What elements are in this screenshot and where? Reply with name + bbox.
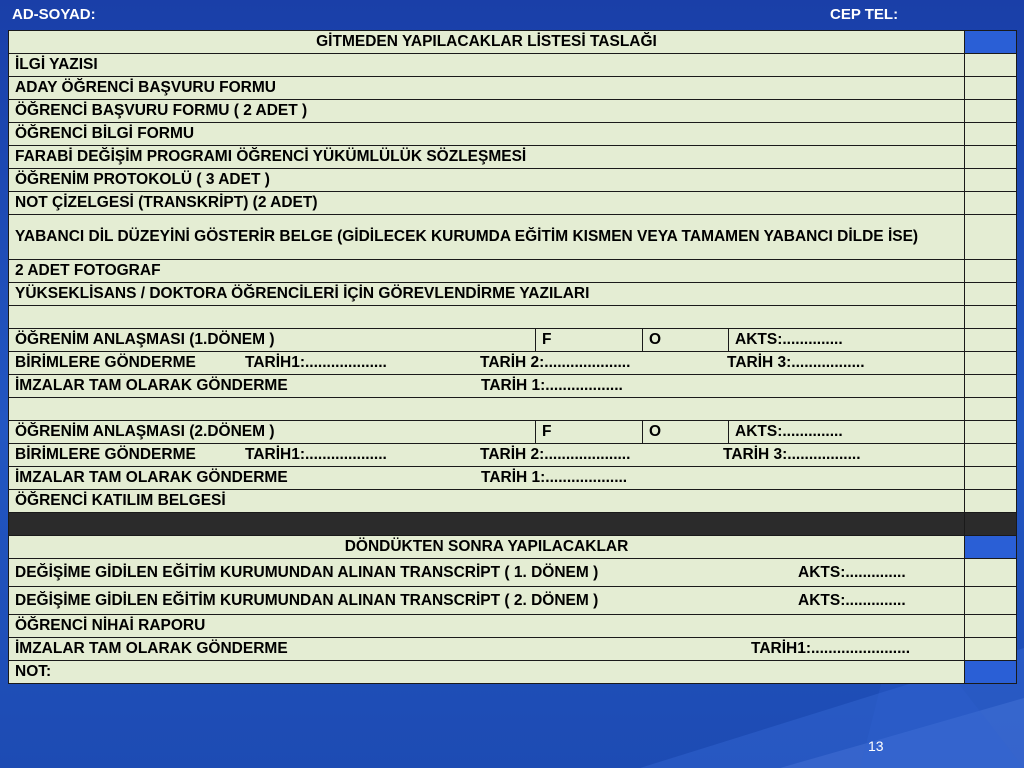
term1-akts: AKTS:.............. <box>729 329 965 352</box>
separator-cell <box>9 513 965 536</box>
term2-akts: AKTS:.............. <box>729 421 965 444</box>
table-row <box>9 559 1017 587</box>
separator-cell <box>965 513 1017 536</box>
sign-label: İMZALAR TAM OLARAK GÖNDERME <box>15 377 288 394</box>
transcript2-label: DEĞİŞİME GİDİLEN EĞİTİM KURUMUNDAN ALINAN TRANSCRİPT ( 2. DÖNEM ) <box>15 591 599 609</box>
check-cell[interactable] <box>965 283 1017 306</box>
transcript1-label: DEĞİŞİME GİDİLEN EĞİTİM KURUMUNDAN ALINAN TRANSCRİPT ( 1. DÖNEM ) <box>15 563 599 581</box>
table-row <box>9 169 1017 192</box>
term1-sign-row <box>9 375 965 398</box>
check-cell[interactable] <box>965 615 1017 638</box>
sign-label: İMZALAR TAM OLARAK GÖNDERME <box>15 469 288 486</box>
check-cell[interactable] <box>965 375 1017 398</box>
separator-row <box>9 513 1017 536</box>
send-label: BİRİMLERE GÖNDERME <box>15 354 196 371</box>
check-cell[interactable] <box>965 192 1017 215</box>
before-title: GİTMEDEN YAPILACAKLAR LİSTESİ TASLAĞI <box>9 31 965 54</box>
term1-send-row <box>9 352 965 375</box>
list-item: 2 ADET FOTOGRAF <box>9 260 965 283</box>
check-cell[interactable] <box>965 306 1017 329</box>
after-title: DÖNDÜKTEN SONRA YAPILACAKLAR <box>9 536 965 559</box>
check-cell[interactable] <box>965 169 1017 192</box>
table-row <box>9 192 1017 215</box>
check-cell[interactable] <box>965 638 1017 661</box>
list-item: İLGİ YAZISI <box>9 54 965 77</box>
check-cell[interactable] <box>965 123 1017 146</box>
table-row <box>9 123 1017 146</box>
list-item: ÖĞRENCİ BAŞVURU FORMU ( 2 ADET ) <box>9 100 965 123</box>
check-cell[interactable] <box>965 559 1017 587</box>
check-cell[interactable] <box>965 77 1017 100</box>
table-row <box>9 536 1017 559</box>
list-item: ADAY ÖĞRENCİ BAŞVURU FORMU <box>9 77 965 100</box>
list-item: ÖĞRENCİ NİHAİ RAPORU <box>9 615 965 638</box>
table-row <box>9 146 1017 169</box>
table-row <box>9 31 1017 54</box>
table-row <box>9 260 1017 283</box>
list-item: ÖĞRENCİ KATILIM BELGESİ <box>9 490 965 513</box>
after-sign-row <box>9 638 965 661</box>
term1-f: F <box>536 329 643 352</box>
check-cell[interactable] <box>965 661 1017 684</box>
page-number: 13 <box>868 738 884 754</box>
table-row <box>9 375 1017 398</box>
empty-cell <box>9 306 965 329</box>
table-row <box>9 100 1017 123</box>
send-date-3: TARİH 3:................. <box>727 354 865 371</box>
send-date-3: TARİH 3:................. <box>723 446 861 463</box>
sign-date-1: TARİH 1:.................. <box>481 377 623 394</box>
check-cell[interactable] <box>965 467 1017 490</box>
check-cell[interactable] <box>965 100 1017 123</box>
check-cell[interactable] <box>965 398 1017 421</box>
phone-label: CEP TEL: <box>830 6 899 23</box>
check-cell[interactable] <box>965 329 1017 352</box>
list-item: YABANCI DİL DÜZEYİNİ GÖSTERİR BELGE (GİDİLECEK KURUMDA EĞİTİM KISMEN VEYA TAMAMEN YABANCI DİLDE İSE) <box>9 215 965 260</box>
table-row <box>9 587 1017 615</box>
term2-f: F <box>536 421 643 444</box>
checklist-table <box>8 30 1017 684</box>
list-item: YÜKSEKLİSANS / DOKTORA ÖĞRENCİLERİ İÇİN GÖREVLENDİRME YAZILARI <box>9 283 965 306</box>
table-row <box>9 490 1017 513</box>
table-row <box>9 77 1017 100</box>
check-cell[interactable] <box>965 490 1017 513</box>
table-row <box>9 444 1017 467</box>
table-row <box>9 421 1017 444</box>
list-item: FARABİ DEĞİŞİM PROGRAMI ÖĞRENCİ YÜKÜMLÜLÜK SÖZLEŞMESİ <box>9 146 965 169</box>
term2-label: ÖĞRENİM ANLAŞMASI (2.DÖNEM ) <box>9 421 536 444</box>
check-cell[interactable] <box>965 352 1017 375</box>
check-cell[interactable] <box>965 444 1017 467</box>
term2-send-row <box>9 444 965 467</box>
spacer-row <box>9 306 1017 329</box>
term2-sign-row <box>9 467 965 490</box>
empty-cell <box>9 398 965 421</box>
check-cell[interactable] <box>965 536 1017 559</box>
note-label: NOT: <box>9 661 965 684</box>
transcript1-akts: AKTS:.............. <box>798 563 906 581</box>
check-cell[interactable] <box>965 54 1017 77</box>
term1-o: O <box>643 329 729 352</box>
sign-label: İMZALAR TAM OLARAK GÖNDERME <box>15 640 288 657</box>
list-item: ÖĞRENİM PROTOKOLÜ ( 3 ADET ) <box>9 169 965 192</box>
table-row <box>9 661 1017 684</box>
table-row <box>9 283 1017 306</box>
table-row <box>9 467 1017 490</box>
table-row <box>9 615 1017 638</box>
transcript1-row <box>9 559 965 587</box>
table-row <box>9 352 1017 375</box>
transcript2-akts: AKTS:.............. <box>798 591 906 609</box>
term1-label: ÖĞRENİM ANLAŞMASI (1.DÖNEM ) <box>9 329 536 352</box>
send-label: BİRİMLERE GÖNDERME <box>15 446 196 463</box>
sign-date-1: TARİH1:....................... <box>751 640 911 657</box>
sign-date-1: TARİH 1:................... <box>481 469 628 486</box>
check-cell[interactable] <box>965 146 1017 169</box>
list-item: ÖĞRENCİ BİLGİ FORMU <box>9 123 965 146</box>
name-label: AD-SOYAD: <box>12 6 96 23</box>
check-cell[interactable] <box>965 215 1017 260</box>
send-date-1: TARİH1:................... <box>245 354 387 371</box>
transcript2-row <box>9 587 965 615</box>
term2-o: O <box>643 421 729 444</box>
table-row <box>9 638 1017 661</box>
check-cell[interactable] <box>965 31 1017 54</box>
check-cell[interactable] <box>965 587 1017 615</box>
table-row <box>9 54 1017 77</box>
list-item: NOT ÇİZELGESİ (TRANSKRİPT) (2 ADET) <box>9 192 965 215</box>
check-cell[interactable] <box>965 421 1017 444</box>
send-date-2: TARİH 2:.................... <box>480 354 631 371</box>
check-cell[interactable] <box>965 260 1017 283</box>
spacer-row <box>9 398 1017 421</box>
send-date-1: TARİH1:................... <box>245 446 387 463</box>
table-row <box>9 329 1017 352</box>
table-row <box>9 215 1017 260</box>
send-date-2: TARİH 2:.................... <box>480 446 631 463</box>
